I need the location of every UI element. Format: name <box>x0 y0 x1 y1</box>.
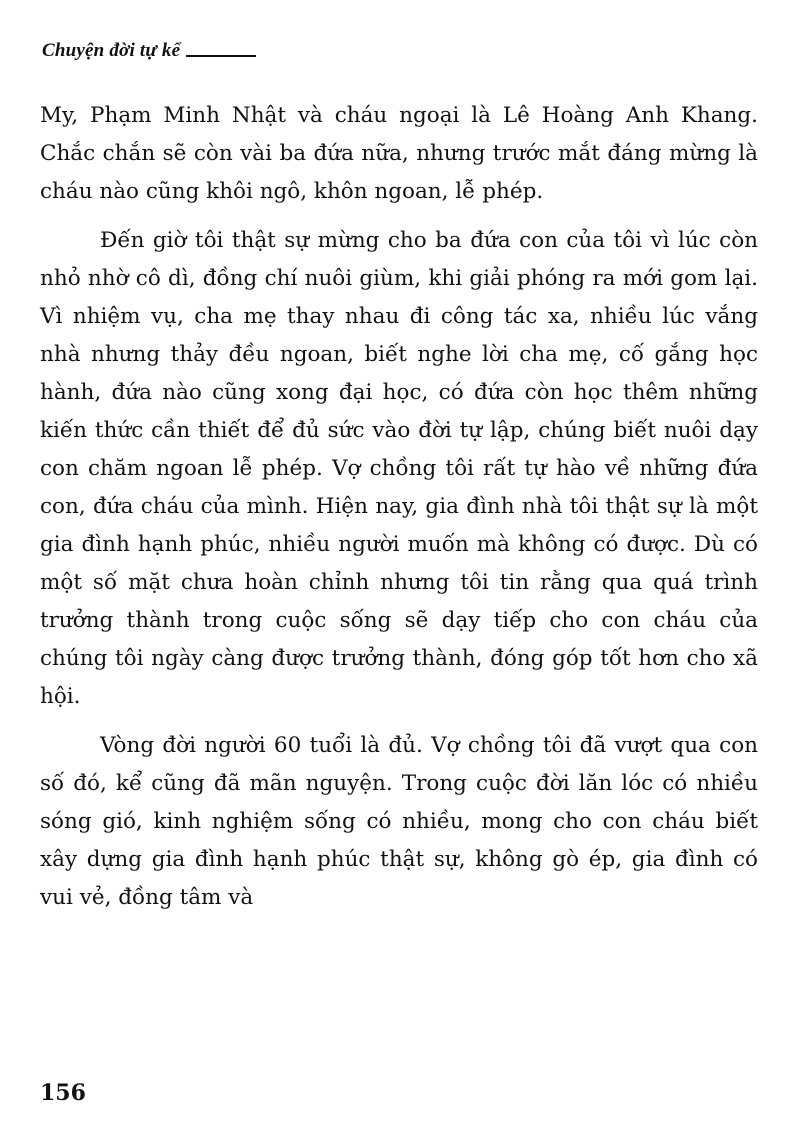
running-header <box>42 40 256 62</box>
running-title: Chuyện đời tự kể <box>42 40 181 61</box>
page-number: 156 <box>40 1080 86 1106</box>
paragraph: Đến giờ tôi thật sự mừng cho ba đứa con của tôi vì lúc còn nhỏ nhờ cô dì, đồng chí nuôi giùm, khi giải phóng ra mới gom lại. Vì nhiệm vụ, cha mẹ thay nhau đi công tác xa, nhiều lúc vắng nhà nhưng thảy đều ngoan, biết nghe lời cha mẹ, cố gắng học hành, đứa nào cũng xong đại học, có đứa còn học thêm những kiến thức cần thiết để đủ sức vào đời tự lập, chúng biết nuôi dạy con chăm ngoan lễ phép. Vợ chồng tôi rất tự hào về những đứa con, đứa cháu của mình. Hiện nay, gia đình nhà tôi thật sự là một gia đình hạnh phúc, nhiều người muốn mà không có được. Dù có một số mặt chưa hoàn chỉnh nhưng tôi tin rằng qua quá trình trưởng thành trong cuộc sống sẽ dạy tiếp cho con cháu của chúng tôi ngày càng được trưởng thành, đóng góp tốt hơn cho xã hội. <box>40 228 758 709</box>
paragraph: Vòng đời người 60 tuổi là đủ. Vợ chồng tôi đã vượt qua con số đó, kể cũng đã mãn nguyện. Trong cuộc đời lăn lóc có nhiều sóng gió, kinh nghiệm sống có nhiều, mong cho con cháu biết xây dựng gia đình hạnh phúc thật sự, không gò ép, gia đình có vui vẻ, đồng tâm và <box>40 733 758 910</box>
body-text <box>40 97 758 928</box>
header-rule <box>186 55 256 57</box>
paragraph-continued: My, Phạm Minh Nhật và cháu ngoại là Lê Hoàng Anh Khang. Chắc chắn sẽ còn vài ba đứa nữa, nhưng trước mắt đáng mừng là cháu nào cũng khôi ngô, khôn ngoan, lễ phép. <box>40 103 758 204</box>
